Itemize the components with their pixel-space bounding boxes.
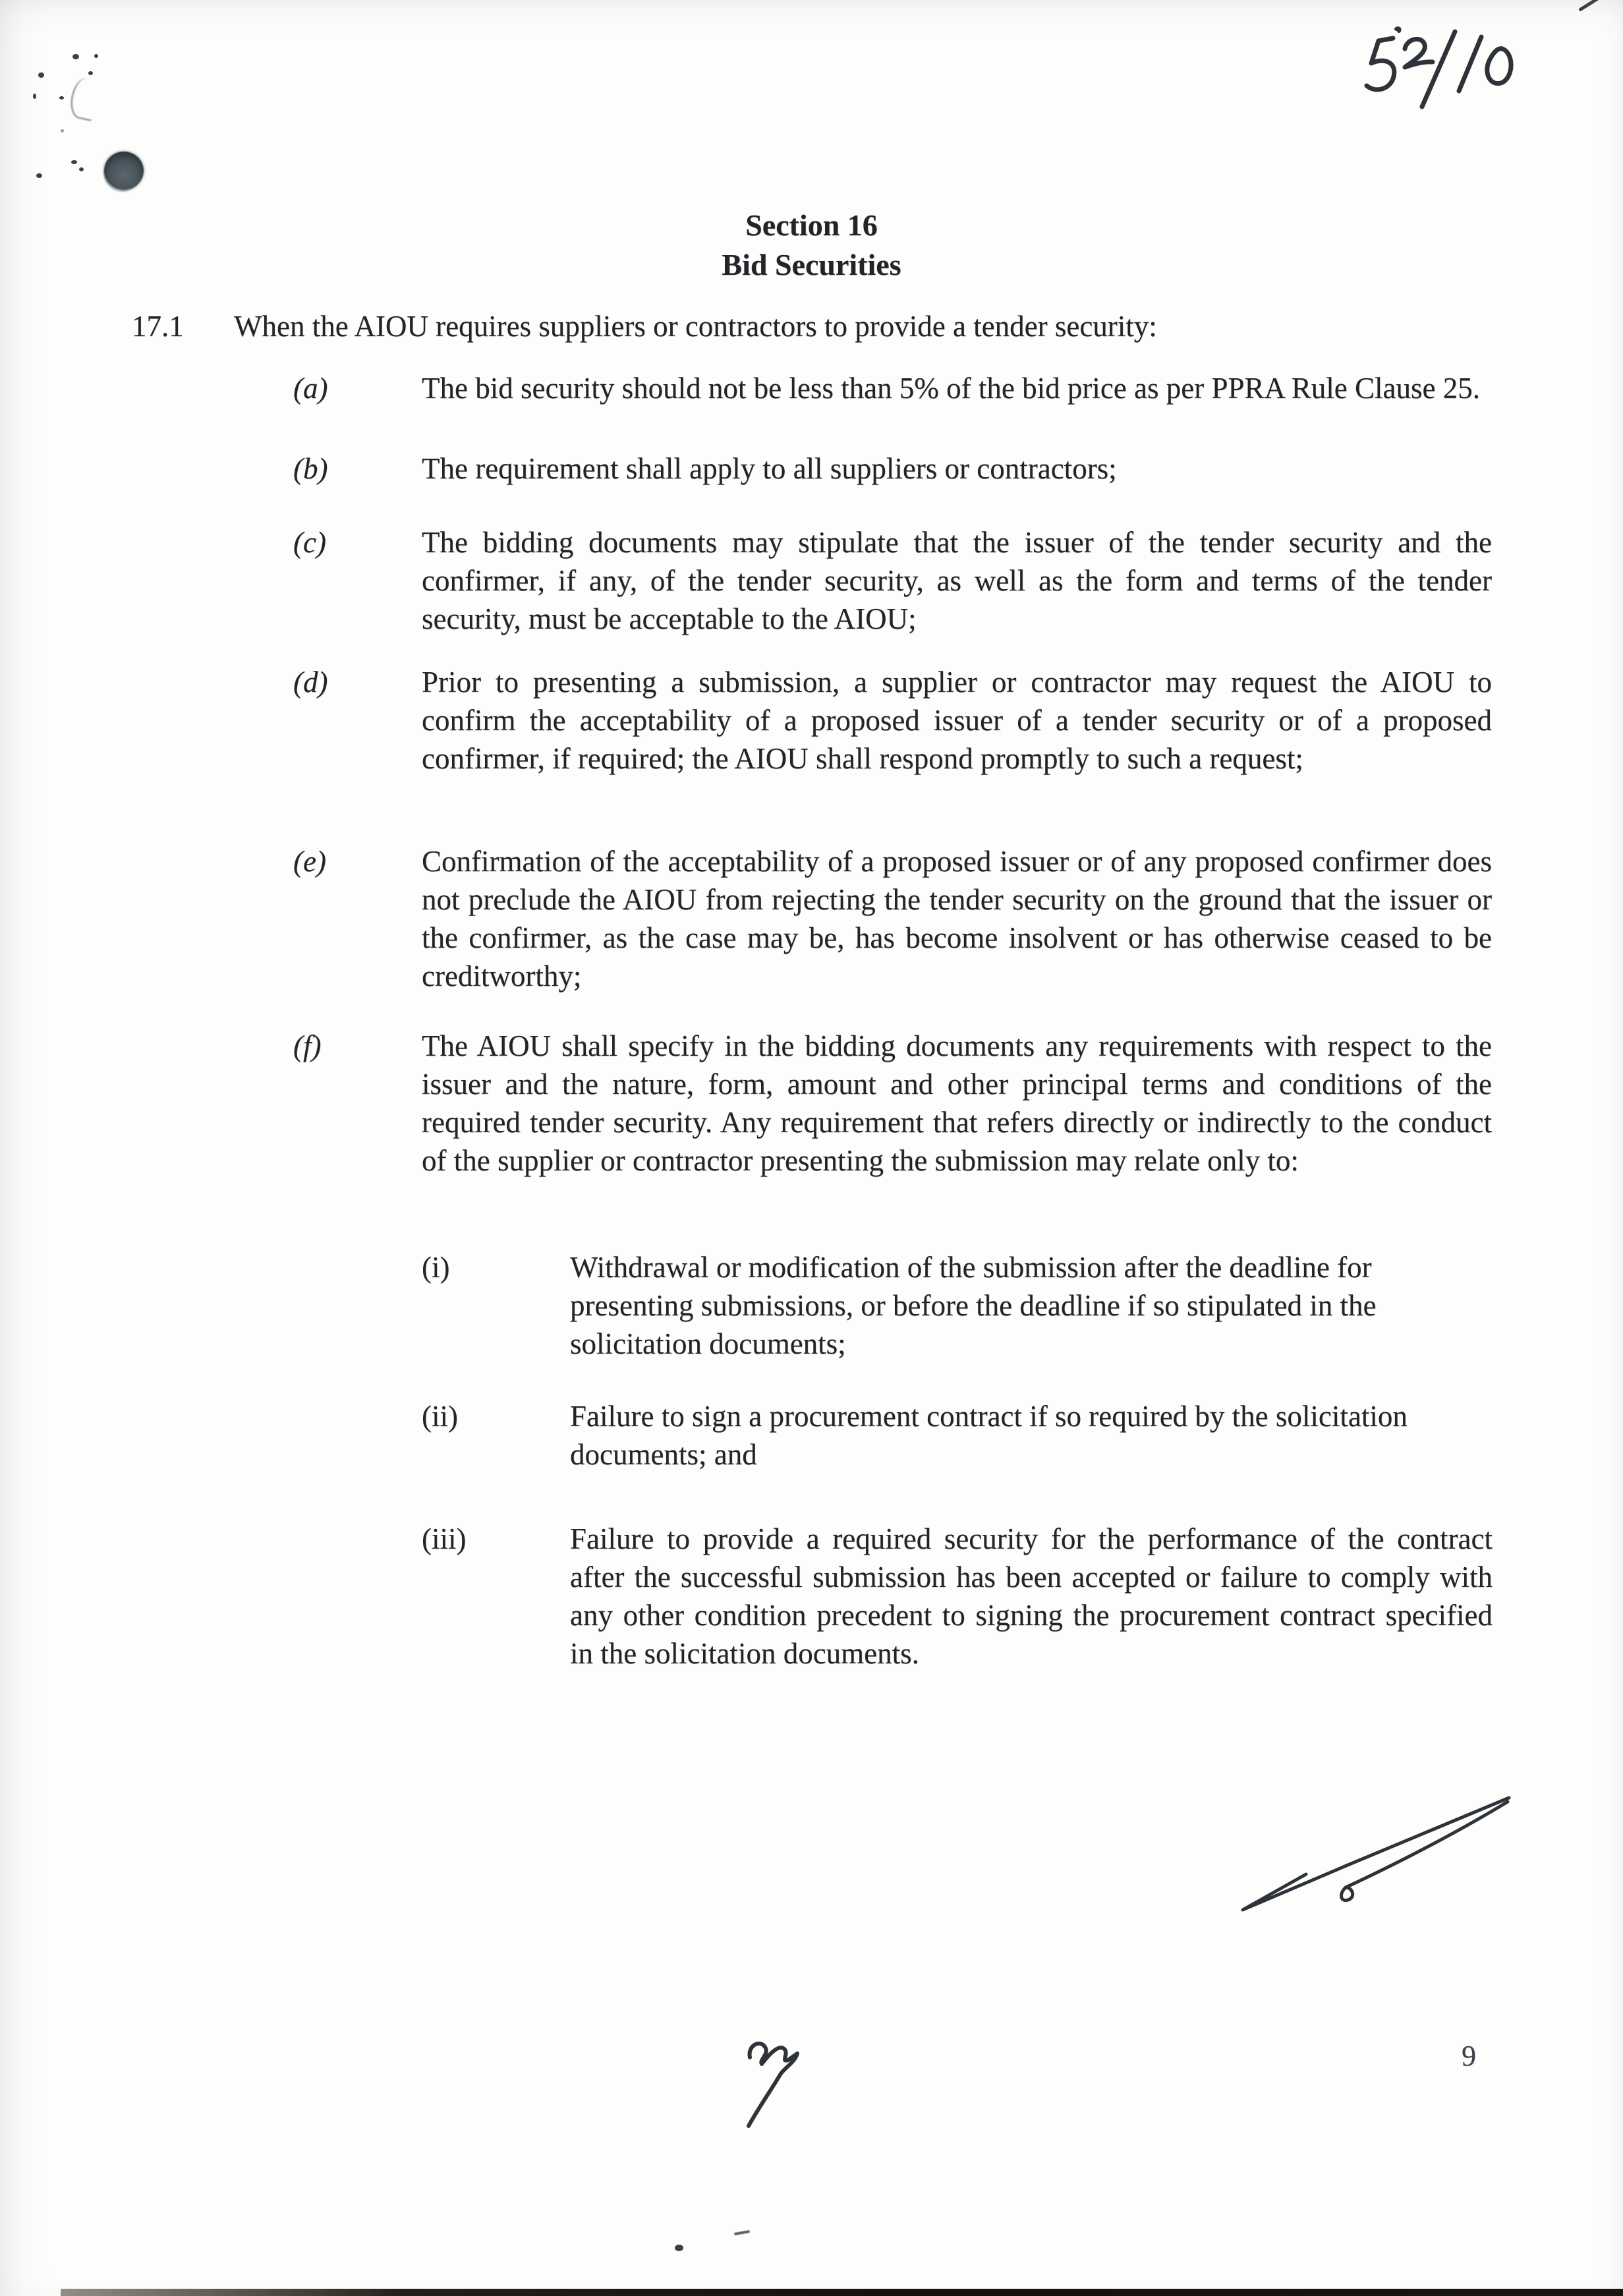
section-title-line1: Section 16 bbox=[745, 208, 878, 242]
item-text: Prior to presenting a submission, a supplier or contractor may request the AIOU to confirm the acceptability of a proposed issuer of a tender security or of a proposed confirmer, if required; the AIOU shall respond promptly to such a request; bbox=[422, 666, 1492, 775]
scan-edge-shadow bbox=[61, 2289, 1623, 2296]
signature-drawing bbox=[1223, 1777, 1533, 1935]
subitem-label: (ii) bbox=[422, 1400, 458, 1433]
list-item-b bbox=[293, 449, 1492, 488]
scan-speck bbox=[36, 173, 42, 178]
list-item-d bbox=[293, 663, 1492, 778]
sublist-item-ii bbox=[422, 1397, 1493, 1474]
item-label: (b) bbox=[293, 452, 328, 485]
scan-speck bbox=[38, 72, 44, 78]
handwritten-page-ref-drawing bbox=[1359, 20, 1543, 132]
item-label: (f) bbox=[293, 1029, 322, 1062]
item-label: (d) bbox=[293, 666, 328, 699]
list-item-f bbox=[293, 1027, 1492, 1180]
list-item-a bbox=[293, 369, 1492, 407]
item-text: The requirement shall apply to all suppliers or contractors; bbox=[422, 452, 1117, 485]
scan-speck bbox=[79, 167, 84, 171]
scan-speck bbox=[61, 129, 64, 132]
subitem-label: (iii) bbox=[422, 1522, 467, 1555]
section-title-line2: Bid Securities bbox=[722, 248, 901, 281]
item-label: (a) bbox=[293, 372, 328, 405]
sublist-item-iii bbox=[422, 1520, 1493, 1673]
item-label: (e) bbox=[293, 845, 326, 878]
page-number: 9 bbox=[1462, 2040, 1476, 2072]
hole-punch-mark bbox=[104, 152, 144, 190]
item-text: Confirmation of the acceptability of a proposed issuer or of any proposed confirmer does not preclude the AIOU from rejecting the tender security on the ground that the issuer or the confirmer, as the case may be, has become insolvent or has otherwise ceased to be creditworthy; bbox=[422, 845, 1492, 992]
subitem-label: (i) bbox=[422, 1251, 450, 1284]
scan-speck bbox=[33, 94, 36, 99]
handwritten-page-ref bbox=[1359, 20, 1543, 135]
subitem-text: Failure to sign a procurement contract if so required by the solicitation documents; and bbox=[570, 1400, 1408, 1471]
section-title bbox=[0, 206, 1623, 285]
item-text: The AIOU shall specify in the bidding documents any requirements with respect to the issuer and the nature, form, amount and other principal terms and conditions of the required tender security. Any requirement that refers directly or indirectly to the conduct of the supplier or contractor presenting the submission may relate only to: bbox=[422, 1029, 1492, 1177]
scan-speck bbox=[72, 54, 79, 59]
list-item-e bbox=[293, 842, 1492, 995]
scan-speck bbox=[59, 96, 64, 100]
scan-speck bbox=[94, 54, 98, 58]
scan-speck bbox=[88, 71, 93, 75]
handwritten-initial-drawing bbox=[730, 2026, 836, 2138]
clause-17-1 bbox=[132, 307, 1417, 345]
subitem-text: Withdrawal or modification of the submission after the deadline for presenting submissions, or before the deadline if so stipulated in the solicitation documents; bbox=[570, 1251, 1377, 1360]
scan-speck bbox=[675, 2245, 683, 2251]
corner-fold-mark bbox=[1578, 0, 1599, 12]
handwritten-initial bbox=[730, 2026, 836, 2141]
clause-number: 17.1 bbox=[132, 310, 184, 343]
signature bbox=[1223, 1777, 1533, 1938]
scan-arc-mark bbox=[67, 76, 100, 121]
sublist-item-i bbox=[422, 1248, 1493, 1363]
item-text: The bid security should not be less than 5% of the bid price as per PPRA Rule Clause 25. bbox=[422, 372, 1481, 405]
clause-text: When the AIOU requires suppliers or contractors to provide a tender security: bbox=[234, 310, 1157, 343]
item-label: (c) bbox=[293, 526, 326, 559]
list-item-c bbox=[293, 523, 1492, 638]
scan-speck bbox=[71, 160, 77, 164]
item-text: The bidding documents may stipulate that the issuer of the tender security and the confirmer, if any, of the tender security, as well as the form and terms of the tender security, must be acceptable to the AIOU; bbox=[422, 526, 1492, 635]
scan-dash-mark bbox=[734, 2230, 750, 2235]
subitem-text: Failure to provide a required security for the performance of the contract after the successful submission has been accepted or failure to comply with any other condition precedent to signing the procurement contract specified in the solicitation documents. bbox=[570, 1522, 1493, 1670]
